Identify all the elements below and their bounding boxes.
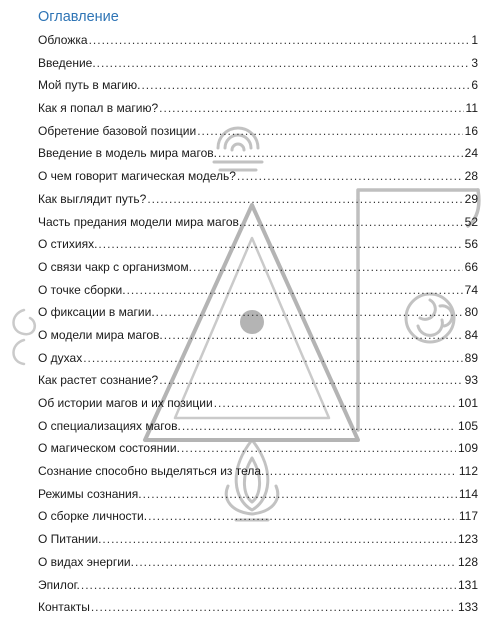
toc-entry[interactable] [38,483,478,506]
toc-entry-title: Сознание способно выделяться из тела. [38,464,265,479]
toc-entry-page: 114 [458,486,478,501]
toc-dot-leader [218,142,463,165]
toc-entry[interactable] [38,551,478,574]
toc-entry-title: Часть предания модели мира магов. [38,214,243,229]
toc-entry-title: О чем говорит магическая модель? [38,169,236,184]
toc-dot-leader [89,29,470,52]
toc-entry-page: 101 [457,396,478,410]
toc-entry[interactable] [38,460,478,483]
toc-entry[interactable] [38,392,478,415]
toc-entry-page: 133 [457,600,478,615]
toc-entry-page: 3 [471,55,478,70]
toc-entry-page: 80 [464,305,478,320]
toc-entry-page: 74 [464,282,478,297]
toc-dot-leader [214,392,456,415]
toc-dot-leader [159,97,463,120]
toc-dot-leader [83,347,462,370]
toc-entry[interactable] [38,369,478,392]
toc-entry[interactable] [38,505,478,528]
toc-entry[interactable] [38,415,478,438]
toc-dot-leader [197,120,462,143]
toc-entry[interactable] [38,528,478,551]
toc-entry-page: 28 [464,169,478,184]
toc-entry-title: Как растет сознание? [38,373,159,388]
toc-entry-title: Режимы сознания. [38,486,142,501]
toc-heading: Оглавление [38,9,119,25]
toc-entry-title: О связи чакр с организмом. [38,259,192,274]
toc-entry-title: Эпилог. [38,577,80,592]
toc-entry-page: 117 [458,509,478,524]
toc-entry-page: 1 [471,33,478,47]
toc-entry-page: 123 [457,532,478,547]
toc-entry-title: Мой путь в магию. [38,78,141,93]
toc-entry[interactable] [38,142,478,165]
toc-dot-leader [135,551,456,574]
toc-dot-leader [147,188,462,211]
toc-entry-page: 6 [471,78,478,93]
toc-entry-page: 84 [464,327,478,342]
toc-entry-title: О сборке личности. [38,509,148,524]
toc-dot-leader [156,301,463,324]
toc-entry-page: 29 [464,191,478,206]
air-swirl-icon [14,310,35,364]
toc-dot-leader [81,574,456,597]
toc-entry-page: 112 [458,464,478,479]
toc-dot-leader [141,74,469,97]
toc-dot-leader [159,369,462,392]
table-of-contents [38,8,478,619]
toc-dot-leader [143,483,457,506]
toc-dot-leader [98,233,462,256]
toc-dot-leader [193,256,463,279]
toc-entry-page: 93 [464,373,478,388]
toc-entry[interactable] [38,233,478,256]
toc-entry[interactable] [38,324,478,347]
toc-entry[interactable] [38,188,478,211]
toc-entry-title: Обложка [38,33,88,47]
toc-dot-leader [164,324,463,347]
toc-entry[interactable] [38,301,478,324]
toc-dot-leader [91,596,456,619]
toc-entry-title: Обретение базовой позиции [38,123,197,138]
toc-entry[interactable] [38,165,478,188]
toc-entry-page: 56 [464,237,478,252]
toc-entry-title: О точке сборки. [38,282,126,297]
toc-entry[interactable] [38,120,478,143]
toc-entry-page: 128 [457,554,478,569]
toc-entry[interactable] [38,74,478,97]
toc-entry-title: О Питании. [38,532,102,547]
toc-entry-title: Как я попал в магию? [38,101,159,116]
toc-entry-page: 16 [464,123,478,138]
toc-entry[interactable] [38,97,478,120]
toc-entry[interactable] [38,437,478,460]
toc-dot-leader [127,279,463,302]
toc-dot-leader [181,437,456,460]
toc-dot-leader [243,211,462,234]
toc-dot-leader [182,415,456,438]
toc-entry-page: 24 [464,146,478,161]
toc-entry-title: О модели мира магов. [38,327,163,342]
toc-entry-title: О видах энергии. [38,554,134,569]
toc-entry[interactable] [38,211,478,234]
toc-entry-title: О магическом состоянии. [38,441,180,456]
toc-entry-title: Введение. [38,55,96,70]
toc-entry-page: 131 [457,577,478,592]
toc-entry[interactable] [38,574,478,597]
toc-entry-title: О духах [38,350,83,365]
toc-entry-page: 52 [464,214,478,229]
toc-entry-title: О фиксации в магии. [38,305,155,320]
toc-dot-leader [265,460,456,483]
toc-dot-leader [148,505,457,528]
toc-entry-title: О специализациях магов. [38,418,181,433]
toc-entry-title: О стихиях. [38,237,98,252]
toc-entry-page: 109 [457,441,478,456]
toc-dot-leader [102,528,456,551]
toc-entry-title: Контакты [38,600,90,615]
toc-dot-leader [237,165,463,188]
toc-entry[interactable] [38,29,478,52]
toc-entry-page: 11 [465,101,478,116]
toc-entry[interactable] [38,596,478,619]
toc-entry[interactable] [38,256,478,279]
toc-entry[interactable] [38,52,478,75]
toc-entry[interactable] [38,279,478,302]
toc-dot-leader [97,52,470,75]
toc-entry-title: Введение в модель мира магов. [38,146,217,161]
toc-entry-page: 89 [464,350,478,365]
toc-entry[interactable] [38,347,478,370]
toc-entry-page: 66 [464,259,478,274]
toc-entry-title: Как выглядит путь? [38,191,147,206]
toc-entry-page: 105 [457,418,478,433]
toc-entry-title: Об истории магов и их позиции [38,396,213,410]
